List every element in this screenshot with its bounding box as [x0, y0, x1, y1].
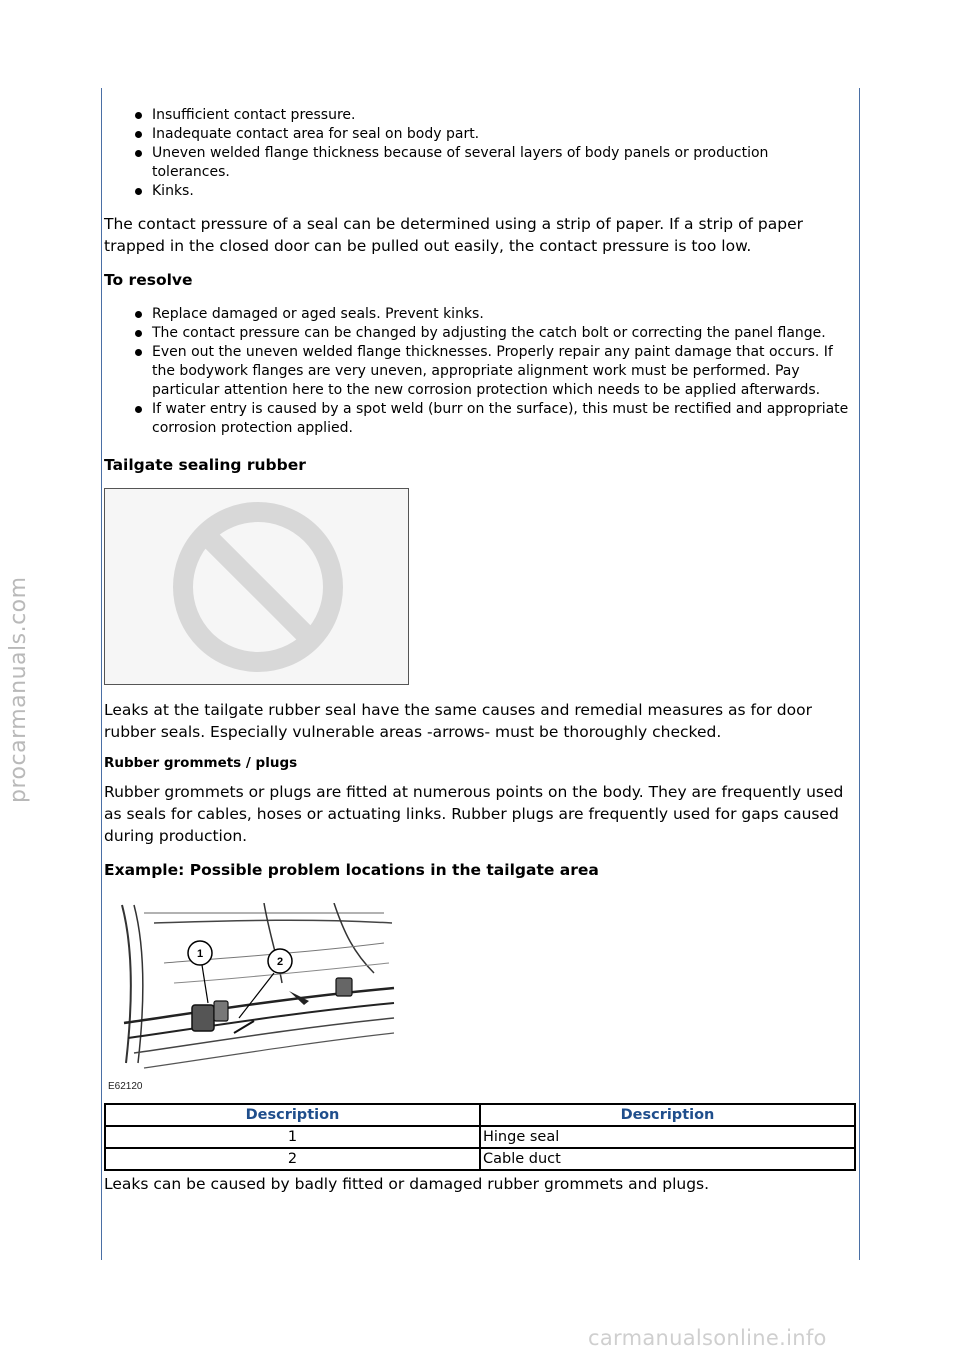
grommets-heading: Rubber grommets / plugs: [104, 755, 298, 771]
watermark-carmanualsonline: carmanualsonline.info: [588, 1326, 827, 1350]
contact-pressure-paragraph: The contact pressure of a seal can be determined using a strip of paper. If a strip of paper trapped in the closed door can be pulled out easily, the contact pressure is too low.: [104, 215, 804, 255]
example-heading: Example: Possible problem locations in the tailgate area: [104, 861, 599, 879]
to-resolve-heading: To resolve: [104, 271, 193, 289]
list-item: Kinks.: [152, 182, 856, 201]
table-row: [105, 1126, 855, 1148]
tailgate-illustration: [104, 903, 404, 1093]
list-item: Even out the uneven welded flange thicknesses. Properly repair any paint damage that occurs. If the bodywork flanges are very uneven, appropriate alignment work must be performed. Pay particular attention here to the new corrosion protection which needs to be applied afterwards.: [152, 343, 856, 400]
left-page-rule: [101, 88, 102, 1260]
right-page-rule: [859, 88, 860, 1260]
table-header: Description: [480, 1104, 855, 1126]
list-item: Inadequate contact area for seal on body part.: [152, 125, 856, 144]
figure-code: E62120: [108, 1081, 143, 1092]
tailgate-paragraph: Leaks at the tailgate rubber seal have the same causes and remedial measures as for door rubber seals. Especially vulnerable areas -arrows- must be thoroughly checked.: [104, 701, 812, 741]
causes-list: [104, 106, 856, 201]
resolve-list: [104, 305, 856, 438]
no-image-icon: [105, 489, 408, 684]
table-row: [105, 1148, 855, 1170]
closing-paragraph: Leaks can be caused by badly fitted or damaged rubber grommets and plugs.: [104, 1175, 710, 1193]
tailgate-area-figure: [104, 903, 404, 1093]
grommets-paragraph: Rubber grommets or plugs are fitted at numerous points on the body. They are frequently used as seals for cables, hoses or actuating links. Rubber plugs are frequently used for gaps caused during production.: [104, 783, 844, 845]
list-item: If water entry is caused by a spot weld (burr on the surface), this must be rectified and appropriate corrosion protection applied.: [152, 400, 856, 438]
callout-1: 1: [196, 948, 204, 960]
table-cell-number: 1: [105, 1126, 480, 1148]
callout-2: 2: [276, 956, 284, 968]
list-item: The contact pressure can be changed by adjusting the catch bolt or correcting the panel flange.: [152, 324, 856, 343]
table-cell-description: Cable duct: [480, 1148, 855, 1170]
table-header: Description: [105, 1104, 480, 1126]
list-item: Replace damaged or aged seals. Prevent kinks.: [152, 305, 856, 324]
tailgate-heading: Tailgate sealing rubber: [104, 456, 306, 474]
description-table: [104, 1103, 856, 1171]
image-unavailable-placeholder: [104, 488, 409, 685]
table-header-row: [105, 1104, 855, 1126]
manual-content: [104, 106, 856, 1195]
table-cell-number: 2: [105, 1148, 480, 1170]
list-item: Insufficient contact pressure.: [152, 106, 856, 125]
list-item: Uneven welded flange thickness because of several layers of body panels or production tolerances.: [152, 144, 856, 182]
watermark-procarmanuals: procarmanuals.com: [6, 576, 31, 804]
table-cell-description: Hinge seal: [480, 1126, 855, 1148]
